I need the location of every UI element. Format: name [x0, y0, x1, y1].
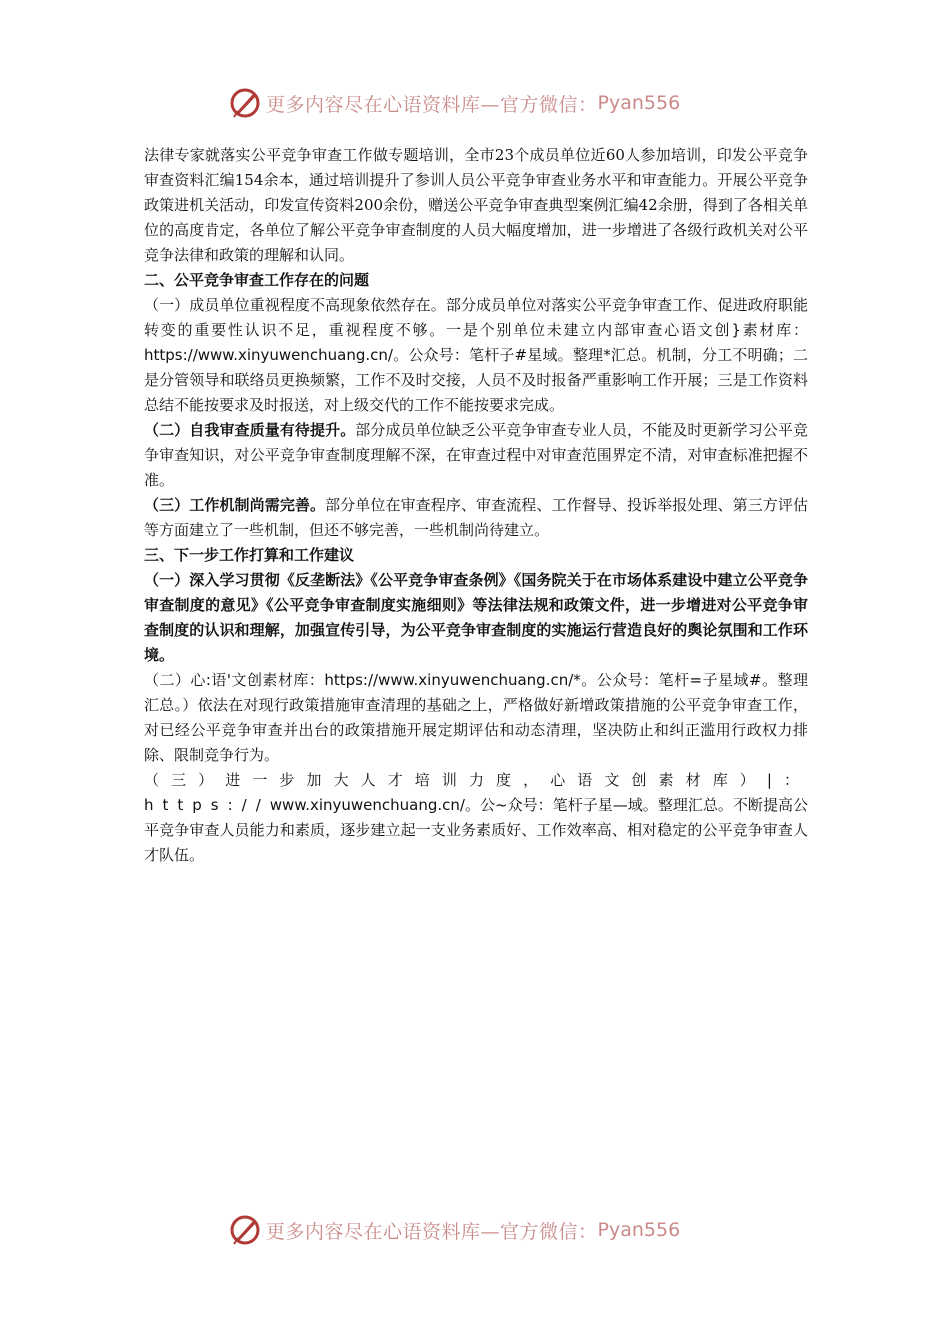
paragraph-suggestion-3 — [144, 768, 808, 868]
problem-3-title: （三）工作机制尚需完善。 — [144, 496, 326, 514]
suggestion-3-body: www.xinyuwenchuang.cn/。公~众号：笔杆子星—域。整理汇总。不断提高公平竞争审查人员能力和素质，逐步建立起一支业务素质好、工作效率高、相对稳定的公平竞争审查人才队伍。 — [144, 796, 808, 864]
paragraph-problem-2 — [144, 418, 808, 493]
watermark-text: 更多内容尽在心语资料库—官方微信： — [266, 93, 598, 116]
header-watermark — [228, 83, 680, 123]
watermark-wechat-id: Pyan556 — [597, 92, 681, 114]
paragraph-suggestion-2: （二）心:语'文创素材库：https://www.xinyuwenchuang.cn/*。公众号：笔杆=子星域#。整理汇总。）依法在对现行政策措施审查清理的基础之上，严格做好新增政策措施的公平竞争审查工作，对已经公平竞争审查并出台的政策措施开展定期评估和动态清理，坚决防止和纠正滥用行政权力排除、限制竞争行为。 — [144, 671, 808, 764]
quill-logo-icon — [228, 86, 262, 120]
problem-2-title: （二）自我审查质量有待提升。 — [144, 421, 356, 439]
quill-logo-icon — [228, 1213, 262, 1247]
footer-watermark — [228, 1210, 680, 1250]
watermark-text: 更多内容尽在心语资料库—官方微信： — [266, 1220, 598, 1243]
suggestion-3-lead: （三）进一步加大人才培训力度，心语文创素材库）|：https:// — [144, 771, 808, 814]
paragraph-problem-1: （一）成员单位重视程度不高现象依然存在。部分成员单位对落实公平竞争审查工作、促进政府职能转变的重要性认识不足，重视程度不够。一是个别单位未建立内部审查心语文创}素材库：https://www.xinyuwenchuang.cn/。公众号：笔杆子#星域。整理*汇总。机制，分工不明确；二是分管领导和联络员更换频繁，工作不及时交接，人员不及时报备严重影响工作开展；三是工作资料总结不能按要求及时报送，对上级交代的工作不能按要求完成。 — [144, 296, 808, 414]
problem-3-body: 部分单位在审查程序、审查流程、工作督导、投诉举报处理、第三方评估等方面建立了一些机制，但还不够完善，一些机制尚待建立。 — [144, 496, 808, 539]
section-heading-next-steps: 三、下一步工作打算和工作建议 — [144, 546, 355, 564]
document-body — [144, 143, 808, 868]
section-heading-problems: 二、公平竞争审查工作存在的问题 — [144, 271, 370, 289]
paragraph-problem-3 — [144, 493, 808, 543]
watermark-wechat-id: Pyan556 — [597, 1219, 681, 1241]
problem-2-body: 部分成员单位缺乏公平竞争审查专业人员，不能及时更新学习公平竞争审查知识，对公平竞争审查制度理解不深，在审查过程中对审查范围界定不清，对审查标准把握不准。 — [144, 421, 808, 489]
paragraph-training: 法律专家就落实公平竞争审查工作做专题培训，全市23个成员单位近60人参加培训，印发公平竞争审查资料汇编154余本，通过培训提升了参训人员公平竞争审查业务水平和审查能力。开展公平竞争政策进机关活动，印发宣传资料200余份，赠送公平竞争审查典型案例汇编42余册，得到了各相关单位的高度肯定，各单位了解公平竞争审查制度的人员大幅度增加，进一步增进了各级行政机关对公平竞争法律和政策的理解和认同。 — [144, 146, 808, 264]
paragraph-suggestion-1: （一）深入学习贯彻《反垄断法》《公平竞争审查条例》《国务院关于在市场体系建设中建立公平竞争审查制度的意见》《公平竞争审查制度实施细则》等法律法规和政策文件，进一步增进对公平竞争审查制度的认识和理解，加强宣传引导，为公平竞争审查制度的实施运行营造良好的舆论氛围和工作环境。 — [144, 571, 808, 664]
